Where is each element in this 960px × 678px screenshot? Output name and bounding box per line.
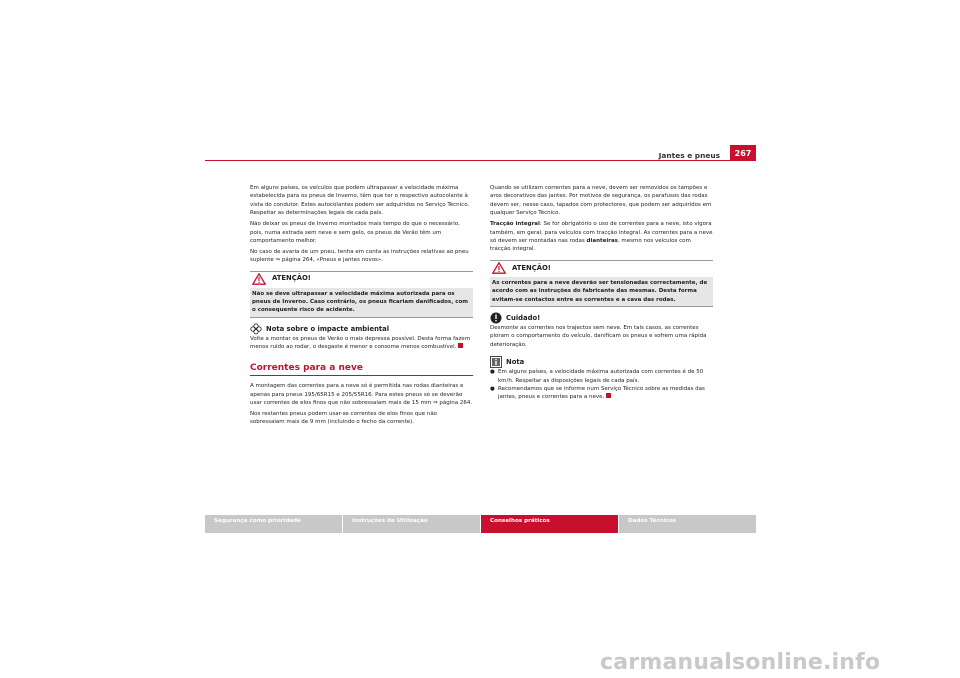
paragraph: Não deixar os pneus de Inverno montados mais tempo do que o necessário, pois, numa estrada sem neve e sem gelo, os pneus de Verão têm um comportamento melhor. bbox=[250, 221, 460, 244]
warning-box bbox=[490, 260, 713, 307]
end-marker-icon bbox=[606, 393, 611, 398]
bullet-icon: ● bbox=[490, 369, 495, 376]
paragraph: Quando se utilizam correntes para a neve, devem ser removidos os tampões e aros decorativos das jantes. Por motivos de segurança, os parafusos das rodas devem ser, nesse caso, tapados com protectores, que podem ser adquiridos em qualquer Serviço Técnico. bbox=[490, 185, 712, 217]
warning-title: ATENÇÃO! bbox=[512, 263, 551, 272]
header-rule bbox=[205, 160, 756, 161]
warning-title: ATENÇÃO! bbox=[272, 274, 311, 283]
warning-text: Não se deve ultrapassar a velocidade máxima autorizada para os pneus de Inverno. Caso contrário, os pneus ficariam danificados, com o consequente risco de acidente. bbox=[250, 288, 473, 317]
paragraph: Nos restantes pneus podem usar-se correntes de elos finos que não sobressaiam mais de 9 mm (incluindo o fecho da corrente). bbox=[250, 410, 438, 426]
caution-text: Desmonte as correntes nos trajectos sem neve. Em tais casos, as correntes pioram o comportamento do veículo, danificam os pneus e sofrem uma rápida deterioração. bbox=[490, 324, 707, 348]
list-item bbox=[490, 385, 713, 402]
warning-triangle-icon bbox=[492, 262, 506, 274]
paragraph-traction bbox=[490, 220, 713, 254]
warning-text: As correntes para a neve deverão ser tensionadas correctamente, de acordo com as instruções do fabricante das mesmas. Desta forma evitam-se contactos entre as correntes e a cava das rodas. bbox=[490, 277, 713, 306]
footer-nav bbox=[205, 515, 756, 533]
environment-note-text: Volte a montar os pneus de Verão o mais depressa possível. Desta forma fazem menos ruído ao rodar, o desgaste é menor e consome menos combustível. bbox=[250, 335, 471, 351]
environment-note-title: Nota sobre o impacte ambiental bbox=[266, 324, 390, 333]
bullet-icon: ● bbox=[490, 386, 495, 392]
tab-conselhos[interactable]: Conselhos práticos bbox=[481, 515, 618, 533]
paragraph: Em alguns países, os veículos que podem ultrapassar a velocidade máxima estabelecida para os pneus de Inverno, têm que ter o respectivo autocolante à vista do condutor. Estes autocolantes podem ser adquiridos no Serviço Técnico. Respeitar as determinações legais de cada país. bbox=[250, 185, 470, 217]
tab-instrucoes[interactable]: Instruções de Utilização bbox=[343, 515, 480, 533]
note-item-text: Em alguns países, a velocidade máxima autorizada com correntes é de 50 km/h. Respeitar as disposições legais de cada país. bbox=[498, 369, 704, 384]
tab-dados[interactable]: Dados Técnicos bbox=[619, 515, 756, 533]
environment-note-heading bbox=[250, 323, 473, 335]
left-column bbox=[250, 184, 473, 429]
traction-label: Tracção integral bbox=[490, 221, 540, 228]
caution-exclamation-icon bbox=[490, 312, 502, 324]
traction-bold: dianteiras bbox=[586, 237, 618, 244]
watermark: carmanualsonline.info bbox=[600, 650, 881, 675]
caution-heading bbox=[490, 312, 713, 324]
paragraph: A montagem das correntes para a neve só é permitida nas rodas dianteiras e apenas para pneus 195/65R15 e 205/55R16. Para estes pneus só se deverão usar correntes de elos finos que não sobressaiam mais de 15 mm ⇒ página 264. bbox=[250, 383, 473, 406]
note-info-icon bbox=[490, 356, 502, 368]
note-title: Nota bbox=[506, 357, 525, 366]
warning-triangle-icon bbox=[252, 273, 266, 285]
warning-box bbox=[250, 271, 473, 318]
page-number: 267 bbox=[730, 145, 756, 161]
note-heading bbox=[490, 356, 713, 368]
caution-title: Cuidado! bbox=[506, 313, 541, 322]
environment-flower-icon bbox=[250, 323, 262, 335]
right-column bbox=[490, 184, 713, 402]
page-header-title: Jantes e pneus bbox=[658, 151, 720, 160]
section-title: Correntes para a neve bbox=[250, 364, 473, 376]
traction-text-end: , mesmo nos veículos com tracção integral. bbox=[490, 237, 691, 253]
traction-text: : Se for obrigatório o uso de correntes para a neve, isto vigora também, em geral, para veículos com tracção integral. As correntes para a neve só devem ser montadas nas rodas bbox=[490, 221, 713, 244]
end-marker-icon bbox=[458, 343, 463, 348]
paragraph: No caso de avaria de um pneu, tenha em conta as instruções relativas ao pneu suplente ⇒ página 264, «Pneus e jantes novos». bbox=[250, 248, 469, 264]
tab-seguranca[interactable]: Segurança como prioridade bbox=[205, 515, 342, 533]
list-item bbox=[490, 368, 713, 385]
note-item-text: Recomendamos que se informe num Serviço Técnico sobre as medidas das jantes, pneus e correntes para a neve. bbox=[498, 386, 705, 401]
